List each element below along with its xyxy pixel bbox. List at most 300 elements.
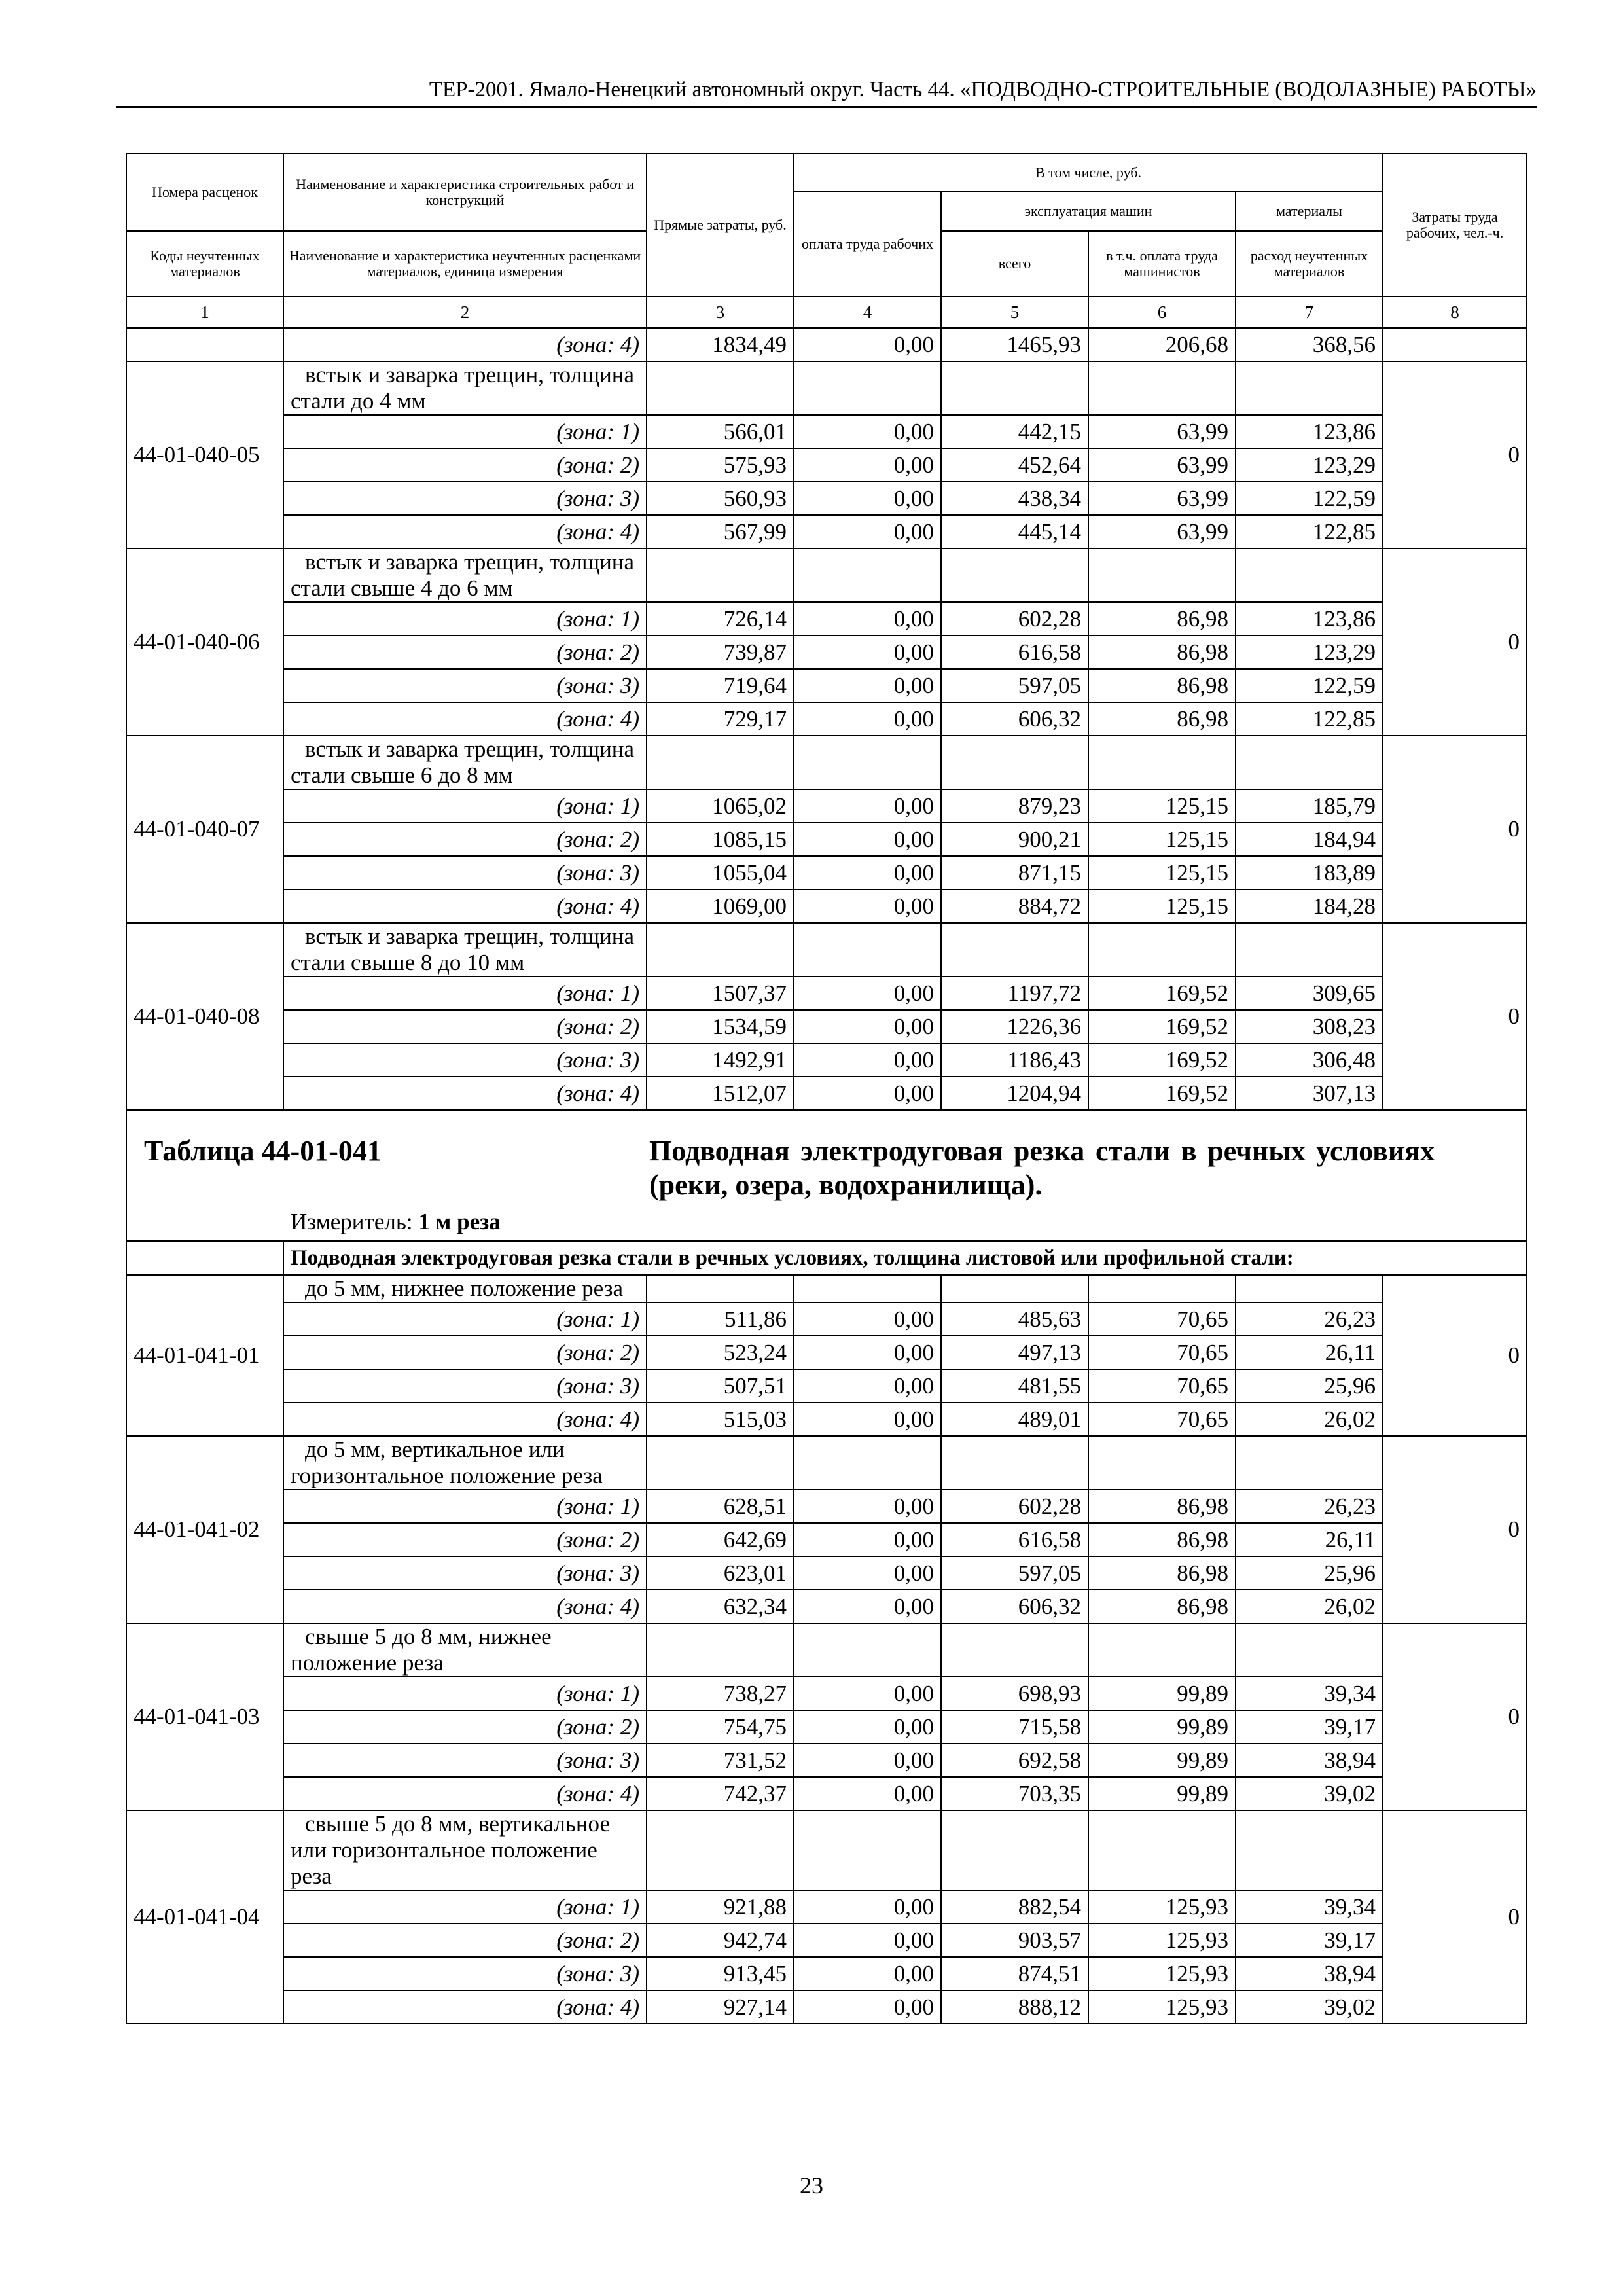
materials-cell: 26,02 (1236, 1590, 1383, 1623)
machines-operators-cell: 125,93 (1088, 1957, 1236, 1990)
machines-total-cell: 1226,36 (941, 1010, 1088, 1043)
column-number: 4 (794, 296, 941, 328)
machines-total-cell: 616,58 (941, 1523, 1088, 1556)
materials-cell: 39,17 (1236, 1924, 1383, 1957)
value-cell (941, 923, 1088, 977)
machines-operators-cell: 63,99 (1088, 448, 1236, 482)
machines-total-cell: 602,28 (941, 602, 1088, 636)
machines-operators-cell: 70,65 (1088, 1369, 1236, 1403)
zone-row (126, 1890, 1527, 1924)
zone-row (126, 1710, 1527, 1744)
labor-hours-header: Затраты труда рабочих, чел.-ч. (1383, 154, 1527, 296)
direct-cost-cell: 729,17 (647, 702, 794, 736)
labor-pay-cell: 0,00 (794, 1369, 941, 1403)
direct-cost-cell: 726,14 (647, 602, 794, 636)
labor-pay-cell: 0,00 (794, 1890, 941, 1924)
labor-pay-cell: 0,00 (794, 1924, 941, 1957)
value-cell (1236, 1623, 1383, 1677)
column-number: 2 (283, 296, 647, 328)
machines-total-cell: 445,14 (941, 515, 1088, 548)
code-header: Номера расценок (126, 154, 283, 231)
materials-cell: 184,28 (1236, 889, 1383, 923)
materials-cell: 308,23 (1236, 1010, 1383, 1043)
value-cell (794, 361, 941, 415)
labor-pay-cell: 0,00 (794, 328, 941, 361)
labor-pay-cell: 0,00 (794, 889, 941, 923)
value-cell (647, 923, 794, 977)
zone-row (126, 515, 1527, 548)
materials-cell: 25,96 (1236, 1556, 1383, 1590)
name-header: Наименование и характеристика строительных работ и конструкций (283, 154, 647, 231)
machines-total-cell: 871,15 (941, 856, 1088, 889)
materials-cell: 26,11 (1236, 1523, 1383, 1556)
direct-cost-cell: 1534,59 (647, 1010, 794, 1043)
column-number: 6 (1088, 296, 1236, 328)
materials-cell: 307,13 (1236, 1077, 1383, 1110)
table-code: Таблица 44-01-041 (144, 1135, 382, 1167)
value-cell (1088, 548, 1236, 602)
zone-cell: (зона: 2) (283, 448, 647, 482)
zone-row (126, 889, 1527, 923)
machines-operators-cell: 99,89 (1088, 1777, 1236, 1810)
value-cell (794, 736, 941, 789)
labor-hours-cell: 0 (1383, 1810, 1527, 2024)
labor-pay-cell: 0,00 (794, 856, 941, 889)
direct-cost-cell: 739,87 (647, 636, 794, 669)
machines-operators-cell: 206,68 (1088, 328, 1236, 361)
machines-total-cell: 900,21 (941, 823, 1088, 856)
zone-cell: (зона: 3) (283, 1043, 647, 1077)
machines-total-cell: 616,58 (941, 636, 1088, 669)
rate-name: встык и заварка трещин, толщина стали до 4 мм (283, 361, 647, 415)
column-numbers-row (126, 296, 1527, 328)
materials-cell: 122,59 (1236, 669, 1383, 702)
zone-row (126, 1677, 1527, 1710)
machines-total-cell: 438,34 (941, 482, 1088, 515)
materials-cell: 26,23 (1236, 1490, 1383, 1523)
zone-row (126, 602, 1527, 636)
price-table (126, 153, 1527, 2024)
rate-code: 44-01-041-01 (126, 1275, 283, 1436)
zone-cell: (зона: 3) (283, 1744, 647, 1777)
direct-cost-cell: 1055,04 (647, 856, 794, 889)
rate-name: свыше 5 до 8 мм, вертикальное или горизонтальное положение реза (283, 1810, 647, 1890)
table-unit (291, 1209, 501, 1235)
labor-pay-cell: 0,00 (794, 515, 941, 548)
labor-pay-cell: 0,00 (794, 1710, 941, 1744)
zone-row (126, 977, 1527, 1010)
zone-cell: (зона: 2) (283, 1336, 647, 1369)
zone-cell: (зона: 2) (283, 1710, 647, 1744)
zone-cell: (зона: 1) (283, 1490, 647, 1523)
labor-pay-cell: 0,00 (794, 702, 941, 736)
labor-pay-cell: 0,00 (794, 1590, 941, 1623)
direct-cost-cell: 632,34 (647, 1590, 794, 1623)
direct-cost-cell: 642,69 (647, 1523, 794, 1556)
materials-cell: 185,79 (1236, 789, 1383, 823)
rate-code: 44-01-040-07 (126, 736, 283, 923)
machines-operators-cell: 125,15 (1088, 856, 1236, 889)
labor-pay-cell: 0,00 (794, 823, 941, 856)
machines-operators-cell: 86,98 (1088, 669, 1236, 702)
materials-header: материалы (1236, 192, 1383, 231)
machines-operators-header: в т.ч. оплата труда машинистов (1088, 231, 1236, 296)
zone-row (126, 1590, 1527, 1623)
labor-pay-cell: 0,00 (794, 1990, 941, 2024)
machines-total-cell: 452,64 (941, 448, 1088, 482)
column-number: 8 (1383, 296, 1527, 328)
machines-total-cell: 597,05 (941, 669, 1088, 702)
zone-cell: (зона: 4) (283, 1403, 647, 1436)
labor-hours-cell: 0 (1383, 361, 1527, 548)
direct-cost-cell: 507,51 (647, 1369, 794, 1403)
zone-cell: (зона: 1) (283, 1677, 647, 1710)
direct-cost-cell: 560,93 (647, 482, 794, 515)
labor-pay-cell: 0,00 (794, 1010, 941, 1043)
column-number: 7 (1236, 296, 1383, 328)
zone-cell: (зона: 2) (283, 1010, 647, 1043)
direct-cost-cell: 575,93 (647, 448, 794, 482)
machines-total-cell: 703,35 (941, 1777, 1088, 1810)
value-cell (794, 923, 941, 977)
value-cell (1236, 548, 1383, 602)
direct-cost-cell: 927,14 (647, 1990, 794, 2024)
zone-row (126, 1043, 1527, 1077)
machines-operators-cell: 63,99 (1088, 515, 1236, 548)
materials-cell: 184,94 (1236, 823, 1383, 856)
materials-cell: 39,34 (1236, 1890, 1383, 1924)
direct-cost-cell: 1507,37 (647, 977, 794, 1010)
labor-pay-cell: 0,00 (794, 636, 941, 669)
materials-cell: 123,29 (1236, 636, 1383, 669)
labor-pay-cell: 0,00 (794, 977, 941, 1010)
value-cell (1088, 923, 1236, 977)
zone-row (126, 636, 1527, 669)
zone-row (126, 448, 1527, 482)
value-cell (1236, 1275, 1383, 1302)
value-cell (1088, 1623, 1236, 1677)
page-number: 23 (800, 2172, 823, 2198)
rate-header-row (126, 1436, 1527, 1490)
labor-pay-cell: 0,00 (794, 1523, 941, 1556)
value-cell (1236, 1810, 1383, 1890)
labor-pay-cell: 0,00 (794, 1077, 941, 1110)
rate-code: 44-01-041-02 (126, 1436, 283, 1623)
direct-cost-cell: 1834,49 (647, 328, 794, 361)
zone-cell: (зона: 3) (283, 856, 647, 889)
direct-cost-cell: 742,37 (647, 1777, 794, 1810)
labor-pay-cell: 0,00 (794, 1043, 941, 1077)
name-subheader: Наименование и характеристика неучтенных расценками материалов, единица измерения (283, 231, 647, 296)
machines-operators-cell: 125,93 (1088, 1924, 1236, 1957)
materials-cell: 183,89 (1236, 856, 1383, 889)
rate-header-row (126, 736, 1527, 789)
value-cell (794, 548, 941, 602)
direct-cost-cell: 1085,15 (647, 823, 794, 856)
zone-cell: (зона: 2) (283, 1523, 647, 1556)
zone-row (126, 789, 1527, 823)
labor-pay-cell: 0,00 (794, 1677, 941, 1710)
rate-header-row (126, 361, 1527, 415)
labor-pay-cell: 0,00 (794, 1556, 941, 1590)
direct-cost-cell: 942,74 (647, 1924, 794, 1957)
materials-cell: 122,85 (1236, 702, 1383, 736)
labor-pay-cell: 0,00 (794, 1777, 941, 1810)
direct-cost-cell: 921,88 (647, 1890, 794, 1924)
zone-row (126, 702, 1527, 736)
machines-total-cell: 692,58 (941, 1744, 1088, 1777)
materials-cell: 38,94 (1236, 1744, 1383, 1777)
rate-header-row (126, 1810, 1527, 1890)
machines-operators-cell: 169,52 (1088, 1043, 1236, 1077)
zone-cell: (зона: 1) (283, 977, 647, 1010)
value-cell (647, 736, 794, 789)
machines-total-cell: 879,23 (941, 789, 1088, 823)
value-cell (794, 1275, 941, 1302)
materials-cell: 26,11 (1236, 1336, 1383, 1369)
labor-pay-cell: 0,00 (794, 1490, 941, 1523)
materials-cell: 26,02 (1236, 1403, 1383, 1436)
machines-total-header: всего (941, 231, 1088, 296)
rate-name: до 5 мм, вертикальное или горизонтальное положение реза (283, 1436, 647, 1490)
materials-cell: 368,56 (1236, 328, 1383, 361)
value-cell (647, 1810, 794, 1890)
rate-name: до 5 мм, нижнее положение реза (283, 1275, 647, 1302)
materials-cell: 122,85 (1236, 515, 1383, 548)
value-cell (794, 1810, 941, 1890)
zone-row (126, 856, 1527, 889)
zone-cell: (зона: 1) (283, 1302, 647, 1336)
direct-cost-cell: 754,75 (647, 1710, 794, 1744)
zone-row (126, 1777, 1527, 1810)
zone-cell: (зона: 4) (283, 328, 647, 361)
labor-hours-cell: 0 (1383, 1436, 1527, 1623)
unit-label: Измеритель: (291, 1209, 413, 1234)
group-title: Подводная электродуговая резка стали в речных условиях, толщина листовой или профильной стали: (283, 1241, 1527, 1275)
materials-cell: 39,34 (1236, 1677, 1383, 1710)
value-cell (941, 548, 1088, 602)
zone-cell: (зона: 3) (283, 1369, 647, 1403)
labor-pay-cell: 0,00 (794, 669, 941, 702)
value-cell (941, 1810, 1088, 1890)
direct-cost-cell: 566,01 (647, 415, 794, 448)
zone-row (126, 1957, 1527, 1990)
rate-header-row (126, 1623, 1527, 1677)
direct-cost-cell: 1069,00 (647, 889, 794, 923)
value-cell (794, 1623, 941, 1677)
labor-pay-cell: 0,00 (794, 1302, 941, 1336)
column-number: 3 (647, 296, 794, 328)
rate-code: 44-01-040-05 (126, 361, 283, 548)
machines-operators-cell: 99,89 (1088, 1744, 1236, 1777)
labor-hours-cell: 0 (1383, 736, 1527, 923)
unit-value: 1 м реза (418, 1209, 501, 1234)
zone-row (126, 1403, 1527, 1436)
value-cell (794, 1436, 941, 1490)
machines-operators-cell: 99,89 (1088, 1710, 1236, 1744)
labor-hours-cell: 0 (1383, 548, 1527, 736)
materials-cell: 38,94 (1236, 1957, 1383, 1990)
materials-cell: 123,29 (1236, 448, 1383, 482)
direct-cost-header: Прямые затраты, руб. (647, 154, 794, 296)
materials-cell: 39,02 (1236, 1990, 1383, 2024)
zone-row (126, 1523, 1527, 1556)
machines-total-cell: 1465,93 (941, 328, 1088, 361)
labor-pay-cell: 0,00 (794, 1403, 941, 1436)
machines-total-cell: 602,28 (941, 1490, 1088, 1523)
zone-cell: (зона: 3) (283, 1957, 647, 1990)
machines-total-cell: 606,32 (941, 1590, 1088, 1623)
rate-code: 44-01-041-03 (126, 1623, 283, 1810)
labor-pay-cell: 0,00 (794, 602, 941, 636)
value-cell (647, 548, 794, 602)
direct-cost-cell: 738,27 (647, 1677, 794, 1710)
zone-cell: (зона: 4) (283, 515, 647, 548)
machines-operators-cell: 86,98 (1088, 1556, 1236, 1590)
rate-header-row (126, 548, 1527, 602)
machines-total-cell: 485,63 (941, 1302, 1088, 1336)
materials-unaccounted-header: расход неучтенных материалов (1236, 231, 1383, 296)
value-cell (1088, 1810, 1236, 1890)
running-header: ТЕР-2001. Ямало-Ненецкий автономный округ. Часть 44. «ПОДВОДНО-СТРОИТЕЛЬНЫЕ (ВОДОЛАЗНЫЕ) РАБОТЫ» (429, 78, 1537, 101)
direct-cost-cell: 623,01 (647, 1556, 794, 1590)
zone-row (126, 415, 1527, 448)
machines-operators-cell: 125,93 (1088, 1890, 1236, 1924)
direct-cost-cell: 567,99 (647, 515, 794, 548)
value-cell (1088, 1436, 1236, 1490)
machines-operators-cell: 86,98 (1088, 702, 1236, 736)
labor-pay-cell: 0,00 (794, 482, 941, 515)
value-cell (647, 1436, 794, 1490)
machines-total-cell: 884,72 (941, 889, 1088, 923)
zone-cell: (зона: 3) (283, 1556, 647, 1590)
zone-cell: (зона: 1) (283, 602, 647, 636)
labor-pay-cell: 0,00 (794, 1957, 941, 1990)
labor-pay-cell: 0,00 (794, 1336, 941, 1369)
labor-pay-cell: 0,00 (794, 789, 941, 823)
zone-row (126, 1336, 1527, 1369)
zone-row (126, 1010, 1527, 1043)
machines-operators-cell: 99,89 (1088, 1677, 1236, 1710)
direct-cost-cell: 523,24 (647, 1336, 794, 1369)
table-row (126, 328, 1527, 361)
machines-total-cell: 1186,43 (941, 1043, 1088, 1077)
machines-total-cell: 606,32 (941, 702, 1088, 736)
zone-cell: (зона: 3) (283, 669, 647, 702)
machines-operators-cell: 169,52 (1088, 977, 1236, 1010)
materials-cell: 122,59 (1236, 482, 1383, 515)
rate-name: встык и заварка трещин, толщина стали свыше 6 до 8 мм (283, 736, 647, 789)
direct-cost-cell: 913,45 (647, 1957, 794, 1990)
machines-total-cell: 882,54 (941, 1890, 1088, 1924)
value-cell (1088, 361, 1236, 415)
zone-row (126, 1077, 1527, 1110)
rate-code: 44-01-040-06 (126, 548, 283, 736)
zone-cell: (зона: 1) (283, 789, 647, 823)
direct-cost-cell: 719,64 (647, 669, 794, 702)
machines-operators-cell: 70,65 (1088, 1336, 1236, 1369)
zone-row (126, 482, 1527, 515)
value-cell (1088, 736, 1236, 789)
machines-total-cell: 442,15 (941, 415, 1088, 448)
rate-header-row (126, 923, 1527, 977)
zone-cell: (зона: 1) (283, 415, 647, 448)
zone-cell: (зона: 4) (283, 889, 647, 923)
group-title-row (126, 1241, 1527, 1275)
machines-total-cell: 481,55 (941, 1369, 1088, 1403)
materials-cell: 39,17 (1236, 1710, 1383, 1744)
labor-hours-cell: 0 (1383, 923, 1527, 1110)
direct-cost-cell: 515,03 (647, 1403, 794, 1436)
machines-total-cell: 1197,72 (941, 977, 1088, 1010)
machines-operators-cell: 86,98 (1088, 1523, 1236, 1556)
value-cell (941, 1436, 1088, 1490)
value-cell (1236, 361, 1383, 415)
zone-row (126, 669, 1527, 702)
rate-code: 44-01-040-08 (126, 923, 283, 1110)
labor-pay-header: оплата труда рабочих (794, 192, 941, 296)
value-cell (941, 361, 1088, 415)
machines-total-cell: 903,57 (941, 1924, 1088, 1957)
table-caption-row (126, 1110, 1527, 1241)
value-cell (941, 1623, 1088, 1677)
machines-total-cell: 497,13 (941, 1336, 1088, 1369)
labor-pay-cell: 0,00 (794, 415, 941, 448)
labor-hours-cell: 0 (1383, 1623, 1527, 1810)
machines-operators-cell: 169,52 (1088, 1010, 1236, 1043)
materials-cell: 123,86 (1236, 602, 1383, 636)
zone-cell: (зона: 4) (283, 702, 647, 736)
value-cell (647, 361, 794, 415)
zone-row (126, 823, 1527, 856)
machines-operators-cell: 86,98 (1088, 1590, 1236, 1623)
value-cell (647, 1623, 794, 1677)
rate-code: 44-01-041-04 (126, 1810, 283, 2024)
zone-cell: (зона: 1) (283, 1890, 647, 1924)
machines-total-cell: 1204,94 (941, 1077, 1088, 1110)
machines-operators-cell: 70,65 (1088, 1302, 1236, 1336)
zone-row (126, 1924, 1527, 1957)
machines-operators-cell: 169,52 (1088, 1077, 1236, 1110)
materials-cell: 25,96 (1236, 1369, 1383, 1403)
machines-total-cell: 597,05 (941, 1556, 1088, 1590)
rate-name: встык и заварка трещин, толщина стали свыше 8 до 10 мм (283, 923, 647, 977)
column-number: 5 (941, 296, 1088, 328)
machines-operators-cell: 125,15 (1088, 789, 1236, 823)
value-cell (941, 1275, 1088, 1302)
zone-row (126, 1490, 1527, 1523)
direct-cost-cell: 1065,02 (647, 789, 794, 823)
machines-operators-cell: 125,15 (1088, 889, 1236, 923)
machines-operators-cell: 63,99 (1088, 482, 1236, 515)
machines-operators-cell: 86,98 (1088, 1490, 1236, 1523)
materials-cell: 26,23 (1236, 1302, 1383, 1336)
zone-cell: (зона: 4) (283, 1990, 647, 2024)
zone-cell: (зона: 2) (283, 1924, 647, 1957)
machines-operators-cell: 86,98 (1088, 636, 1236, 669)
machines-operators-cell: 86,98 (1088, 602, 1236, 636)
direct-cost-cell: 731,52 (647, 1744, 794, 1777)
labor-hours-cell (1383, 328, 1527, 361)
direct-cost-cell: 1492,91 (647, 1043, 794, 1077)
machines-operators-cell: 63,99 (1088, 415, 1236, 448)
zone-row (126, 1990, 1527, 2024)
zone-cell: (зона: 2) (283, 636, 647, 669)
materials-cell: 306,48 (1236, 1043, 1383, 1077)
zone-cell: (зона: 3) (283, 482, 647, 515)
machines-total-cell: 698,93 (941, 1677, 1088, 1710)
rate-name: встык и заварка трещин, толщина стали свыше 4 до 6 мм (283, 548, 647, 602)
